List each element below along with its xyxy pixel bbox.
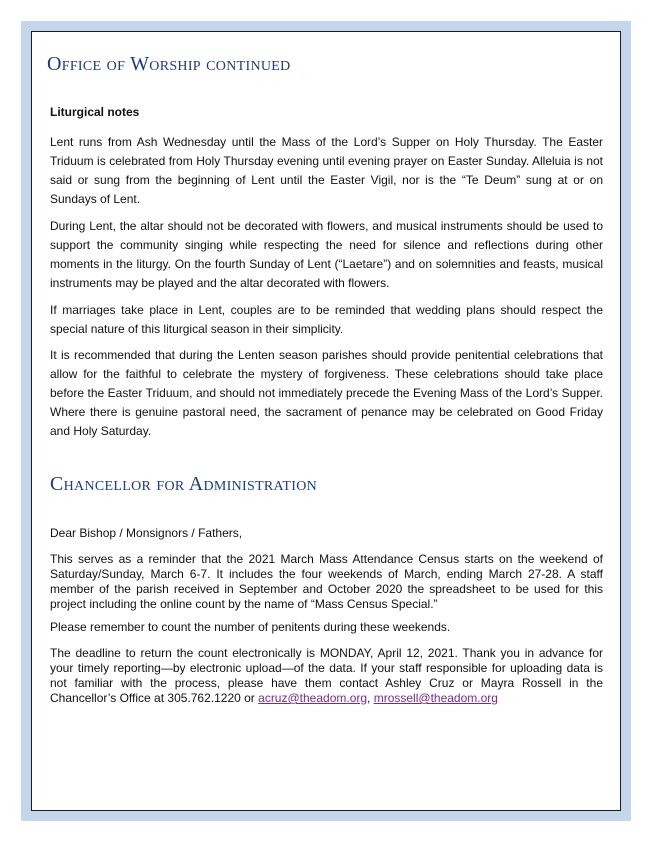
email-link-acruz[interactable]: acruz@theadom.org [258,691,368,705]
office-of-worship-title: Office of Worship continued [47,53,291,75]
paragraph-deadline [50,646,603,706]
paragraph-altar-flowers: During Lent, the altar should not be decorated with flowers, and musical instruments should be used to support the community singing while respecting the need for silence and reflections during other moments in the liturgy. On the fourth Sunday of Lent (“Laetare”) and on solemnities and feasts, musical instruments may be played and the altar decorated with flowers. [50,219,603,290]
paragraph-marriages: If marriages take place in Lent, couples are to be reminded that wedding plans should respect the special nature of this liturgical season in their simplicity. [50,303,603,336]
paragraph-lent-duration: Lent runs from Ash Wednesday until the Mass of the Lord’s Supper on Holy Thursday. The Easter Triduum is celebrated from Holy Thursday evening until evening prayer on Easter Sunday. Alleluia is not said or sung from the beginning of Lent until the Easter Vigil, nor is the “Te Deum” sung at or on Sundays of Lent. [50,135,603,206]
paragraph-census-reminder: This serves as a reminder that the 2021 March Mass Attendance Census starts on the weekend of Saturday/Sunday, March 6-7. It includes the four weekends of March, ending March 27-28. A staff member of the parish received in September and October 2020 the spreadsheet to be used for this project including the online count by the name of “Mass Census Special.” [50,552,603,611]
email-link-mrossell[interactable]: mrossell@theadom.org [373,691,498,705]
liturgical-notes-heading: Liturgical notes [50,105,140,119]
paragraph-penitential-celebrations: It is recommended that during the Lenten season parishes should provide penitential celebrations that allow for the faithful to celebrate the mystery of forgiveness. These celebrations should take place before the Easter Triduum, and should not immediately precede the Evening Mass of the Lord’s Supper. Where there is genuine pastoral need, the sacrament of penance may be celebrated on Good Friday and Holy Saturday. [50,348,603,438]
chancellor-title: Chancellor for Administration [50,473,318,495]
content-panel [31,31,621,811]
greeting: Dear Bishop / Monsignors / Fathers, [50,526,243,540]
deadline-text: The deadline to return the count electronically is MONDAY, April 12, 2021. Thank you in advance for your timely reporting—by electronic upload—of the data. If your staff responsible for uploading data is not familiar with the process, please have them contact Ashley Cruz or Mayra Rossell in the Chancellor’s Office at 305.762.1220 or [50,646,603,705]
page-frame [21,21,631,821]
paragraph-penitents: Please remember to count the number of penitents during these weekends. [50,620,451,634]
email-separator: , [367,691,374,705]
